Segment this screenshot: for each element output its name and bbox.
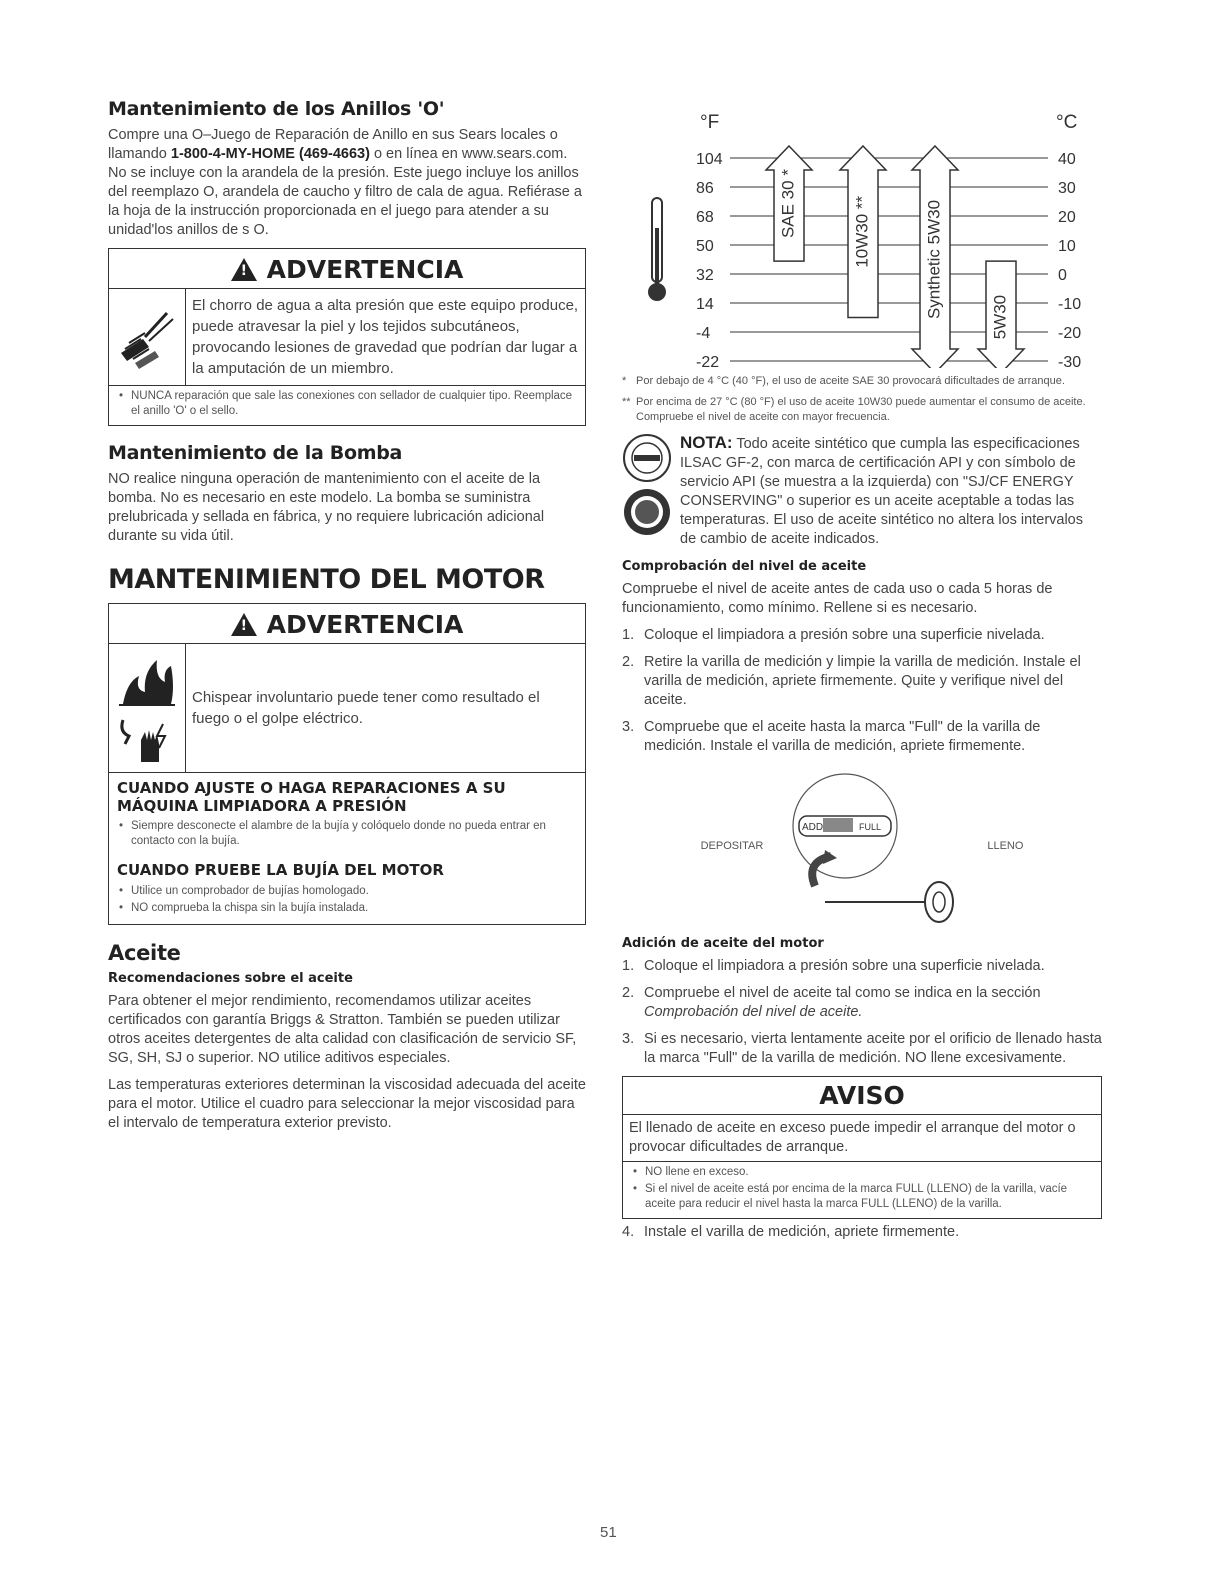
nota-text: NOTA: Todo aceite sintético que cumpla las especificaciones ILSAC GF-2, con marca de certificación API y con símbolo de servicio API (se muestra a la izquierda) con "SJ/CF ENERGY CONSERVING" o superior es un aceite aceptable a todas las temperaturas. El uso de aceite sintético no altera los intervalos de cambio de aceite indicados.: [680, 433, 1083, 547]
list-item: 1. Coloque el limpiadora a presión sobre una superficie nivelada.: [622, 627, 1045, 643]
list-item: 4. Instale el varilla de medición, apriete firmemente.: [622, 1224, 960, 1240]
viscosity-label: SAE 30 *: [778, 169, 798, 239]
tick-label-f: 14: [696, 296, 714, 313]
footnote-sae30: * Por debajo de 4 °C (40 °F), el uso de aceite SAE 30 provocará dificultades de arranque.: [622, 375, 1065, 387]
tick-label-f: 68: [696, 209, 714, 226]
tick-label-c: -10: [1058, 296, 1082, 313]
warning-box-water: [108, 248, 586, 426]
warning-triangle-icon: !: [231, 258, 257, 281]
oil-paragraph-1: Para obtener el mejor rendimiento, recomendamos utilizar aceites certificados con garantía Briggs & Stratton. También se pueden utilizar otros aceites detergentes de alta calidad con clasificación de servicio SF, SG, SH, SJ o superior. NO utilice aditivos especiales.: [108, 993, 577, 1066]
list-item: 3. Compruebe que el aceite hasta la marca "Full" de la varilla de medición. Instale el varilla de medición, apriete firmemente.: [622, 719, 1041, 754]
phone-number: 1-800-4-MY-HOME (469-4663): [170, 146, 370, 162]
o-rings-title: Mantenimiento de los Anillos 'O': [108, 98, 445, 120]
add-oil-title: Adición de aceite del motor: [622, 936, 824, 951]
dipstick-full-label: LLENO: [987, 840, 1024, 852]
footnote-10w30: ** Por encima de 27 °C (80 °F) el uso de aceite 10W30 puede aumentar el consumo de aceite. Compruebe el nivel de aceite con mayor frecuencia.: [622, 396, 1086, 423]
tick-label-c: -20: [1058, 325, 1082, 342]
unit-f-label: °F: [700, 112, 720, 133]
notice-text: El llenado de aceite en exceso puede impedir el arranque del motor o provocar dificultades de arranque.: [623, 1115, 1101, 1162]
tick-label-c: 20: [1058, 209, 1076, 226]
notice-bullet: • NO llene en exceso.: [631, 1165, 1093, 1180]
tick-label-c: 40: [1058, 151, 1076, 168]
tick-label-f: 50: [696, 238, 714, 255]
synthetic-oil-note: [622, 433, 1102, 549]
warning-header: ! ADVERTENCIA: [109, 249, 585, 289]
tick-label-f: 86: [696, 180, 714, 197]
add-oil-final-step: [622, 1223, 1102, 1242]
warning-bullet: • NUNCA reparación que sale las conexiones con sellador de cualquier tipo. Reemplace el anillo 'O' o el sello.: [117, 389, 577, 419]
viscosity-label: 5W30: [990, 294, 1010, 340]
list-item: 2. Compruebe el nivel de aceite tal como se indica en la sección Comprobación del nivel de aceite.: [622, 985, 1041, 1020]
warning-subhead-sparkplug: CUANDO PRUEBE LA BUJÍA DEL MOTOR: [117, 861, 444, 879]
dipstick-full-mark: FULL: [859, 822, 882, 832]
oil-title: Aceite: [108, 941, 181, 965]
thermometer-icon: [648, 198, 666, 301]
warning-bullet: • NO comprueba la chispa sin la bujía instalada.: [117, 901, 577, 916]
check-oil-steps: [622, 626, 1102, 756]
dipstick-add-mark: ADD: [802, 822, 824, 833]
viscosity-chart-svg: [622, 98, 1102, 368]
list-item: 3. Si es necesario, vierta lentamente aceite por el orificio de llenado hasta la marca "Full" de la varilla de medición. NO llene excesivamente.: [622, 1031, 1102, 1066]
viscosity-label: 10W30 **: [852, 195, 872, 268]
oil-subtitle: Recomendaciones sobre el aceite: [108, 971, 353, 986]
dipstick-illustration: [622, 766, 1102, 926]
warning-subhead-repairs: CUANDO AJUSTE O HAGA REPARACIONES A SU MÁQUINA LIMPIADORA A PRESIÓN: [117, 779, 506, 815]
api-certification-mark-icon: [622, 487, 672, 537]
list-item: 2. Retire la varilla de medición y limpie la varilla de medición. Instale el varilla de medición, apriete firmemente. Quite y verifique nivel del aceite.: [622, 654, 1081, 708]
check-oil-title: Comprobación del nivel de aceite: [622, 559, 867, 574]
tick-label-c: 10: [1058, 238, 1076, 255]
warning-triangle-icon: !: [231, 613, 257, 636]
oil-viscosity-chart: [622, 98, 1102, 368]
engine-title: MANTENIMIENTO DEL MOTOR: [108, 564, 545, 595]
pump-title: Mantenimiento de la Bomba: [108, 442, 403, 464]
unit-c-label: °C: [1056, 112, 1078, 133]
warning-text: El chorro de agua a alta presión que este equipo produce, puede atravesar la piel y los tejidos subcutáneos, provocando lesiones de gravedad que podrían dar lugar a la amputación de un miembro.: [192, 297, 579, 377]
dipstick-icon: [775, 766, 975, 926]
notice-bullet: • Si el nivel de aceite está por encima de la marca FULL (LLENO) de la varilla, vacíe aceite para reducir el nivel hasta la marca FULL (LLENO) de la varilla.: [631, 1182, 1093, 1212]
warning-text: Chispear involuntario puede tener como resultado el fuego o el golpe eléctrico.: [192, 689, 540, 727]
warning-box-spark: [108, 603, 586, 925]
notice-box: [622, 1076, 1102, 1219]
tick-label-f: 104: [696, 151, 723, 168]
notice-header: AVISO: [623, 1077, 1101, 1115]
tick-label-f: -4: [696, 325, 711, 342]
warning-bullet: • Siempre desconecte el alambre de la bujía y colóquelo donde no pueda entrar en contacto con la bujía.: [117, 819, 577, 849]
pump-text: NO realice ninguna operación de mantenimiento con el aceite de la bomba. No es necesario en este modelo. La bomba se suministra prelubricada y sellada en fábrica, y no requiere lubricación adicional durante su vida útil.: [108, 471, 545, 544]
warning-bullet: • Utilice un comprobador de bujías homologado.: [117, 884, 577, 899]
right-column: [622, 98, 1102, 1250]
viscosity-label: Synthetic 5W30: [924, 199, 944, 320]
tick-label-f: -22: [696, 354, 720, 368]
water-jet-hand-icon: [109, 289, 186, 385]
tick-label-c: 30: [1058, 180, 1076, 197]
api-service-symbol-icon: [622, 433, 672, 483]
tick-label-c: 0: [1058, 267, 1067, 284]
list-item: 1. Coloque el limpiadora a presión sobre una superficie nivelada.: [622, 958, 1045, 974]
o-rings-text: Compre una O–Juego de Reparación de Anillo en sus Sears locales o llamando 1-800-4-MY-HOME (469-4663) o en línea en www.sears.com. No se incluye con la arandela de la presión. Este juego incluye los anillos del reemplazo O, arandela de caucho y filtro de cala de agua. Refiérase a la hoja de la instrucción proporcionada en el juego para atender a su unidad'los anillos de s O.: [108, 127, 582, 238]
tick-label-c: -30: [1058, 354, 1082, 368]
tick-label-f: 32: [696, 267, 714, 284]
dipstick-add-label: DEPOSITAR: [700, 840, 764, 852]
fire-shock-icon: [109, 644, 186, 772]
page-number: 51: [600, 1524, 617, 1541]
check-oil-intro: Compruebe el nivel de aceite antes de cada uso o cada 5 horas de funcionamiento, como mínimo. Rellene si es necesario.: [622, 581, 1053, 616]
oil-paragraph-2: Las temperaturas exteriores determinan la viscosidad adecuada del aceite para el motor. Utilice el cuadro para seleccionar la mejor viscosidad para el intervalo de temperatura exterior previsto.: [108, 1077, 586, 1131]
add-oil-steps: [622, 957, 1102, 1068]
left-column: [108, 98, 586, 1141]
warning-header: ! ADVERTENCIA: [109, 604, 585, 644]
